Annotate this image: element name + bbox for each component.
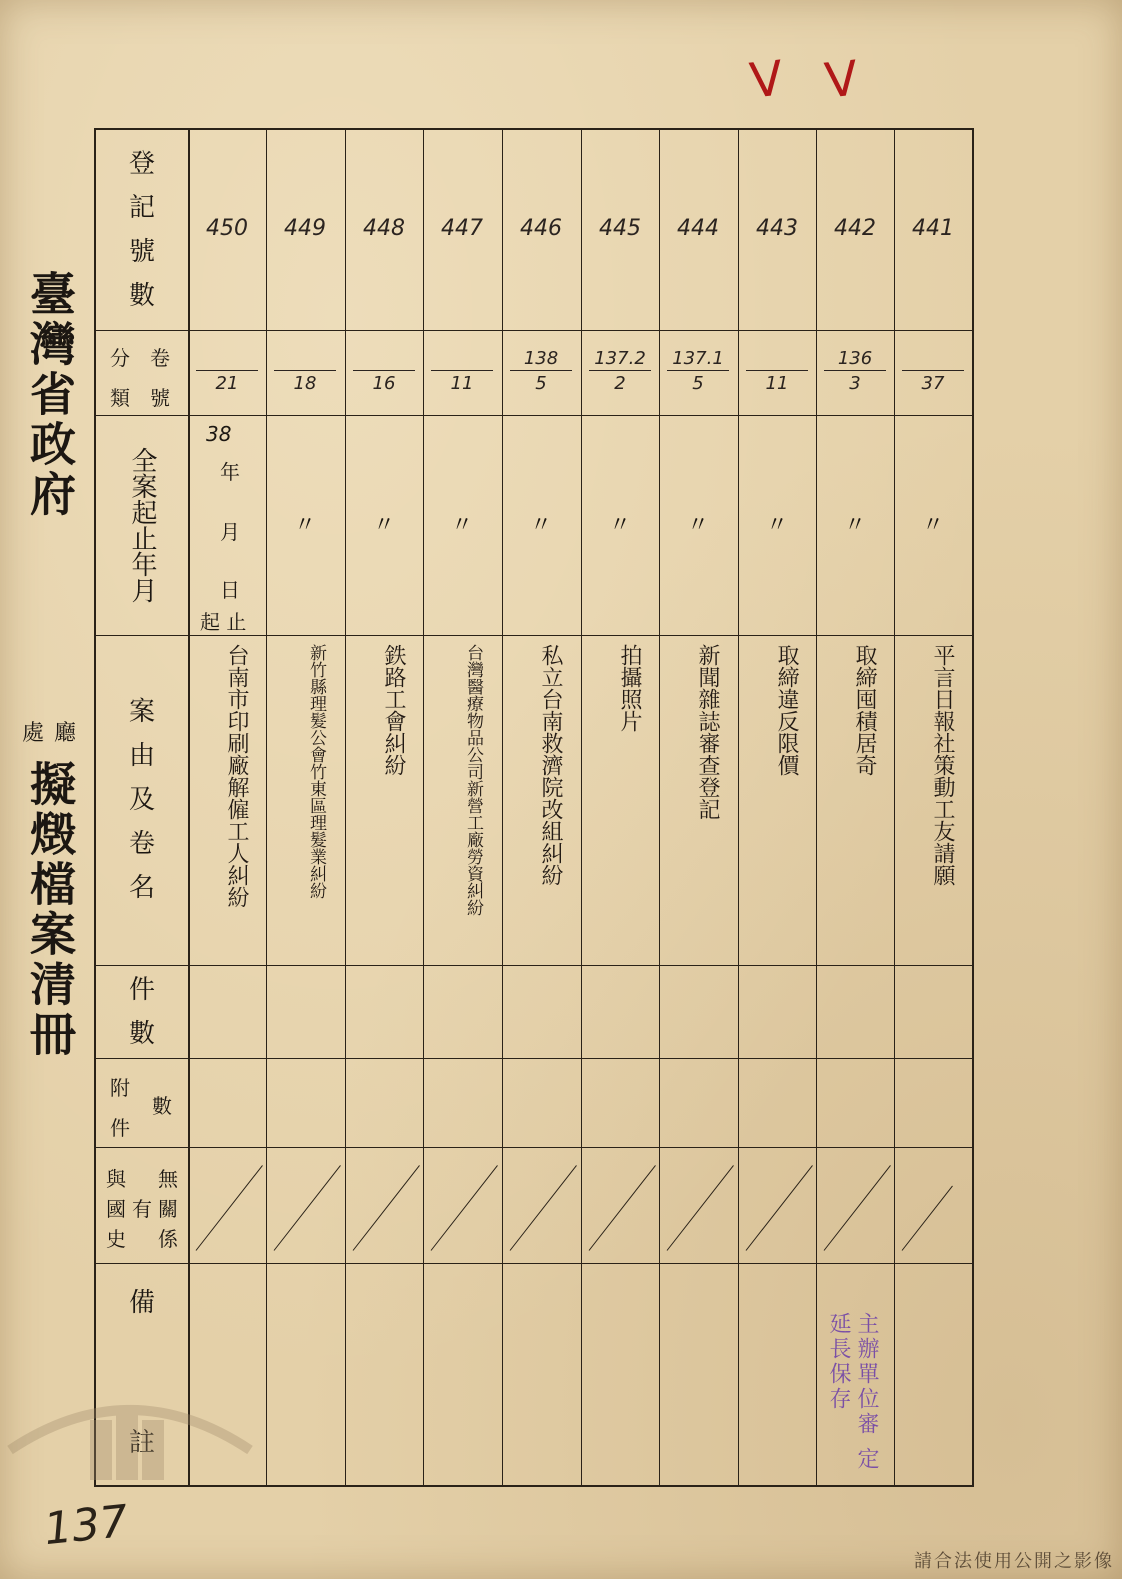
label-volume-1: 卷 — [150, 346, 170, 370]
page-number: 137 — [41, 1495, 131, 1556]
reg-number: 447 — [441, 216, 483, 241]
reg-number: 445 — [599, 216, 641, 241]
label-attach-1: 附 — [110, 1076, 130, 1100]
diagonal-stroke — [589, 1165, 656, 1251]
diagonal-stroke — [510, 1165, 577, 1251]
diagonal-stroke — [902, 1186, 953, 1251]
ditto-mark: 〃 — [372, 513, 395, 538]
case-subject: 私立台南救濟院改組糾紛 — [538, 644, 563, 886]
date-year: 年 — [220, 460, 240, 484]
label-history-b-left: 有 — [132, 1197, 152, 1221]
diagonal-stroke — [353, 1165, 420, 1251]
department-label: 處廳 — [22, 721, 87, 746]
case-subject: 拍攝照片 — [617, 644, 642, 732]
retention-stamp — [824, 1312, 880, 1472]
reg-number: 442 — [834, 216, 876, 241]
diagonal-stroke — [667, 1165, 734, 1251]
diagonal-stroke — [196, 1165, 263, 1251]
label-volume-2: 號 — [150, 386, 170, 410]
case-subject: 取締違反限價 — [774, 644, 799, 776]
case-subject: 取締囤積居奇 — [852, 644, 877, 776]
case-subject: 台南市印刷廠解僱工人糾紛 — [224, 644, 249, 908]
diagonal-stroke — [746, 1165, 813, 1251]
stamp-line-1: 主辦單位審 — [854, 1312, 879, 1437]
document-title: 臺灣省政府 — [23, 270, 77, 520]
label-attach-2: 件 — [110, 1116, 130, 1140]
usage-footer: 請合法使用公開之影像 — [914, 1551, 1114, 1572]
stamp-line-2: 定延長保存 — [826, 1312, 879, 1472]
reg-number: 449 — [284, 216, 326, 241]
label-history-c: 無 關 係 — [158, 1167, 178, 1251]
ditto-mark: 〃 — [293, 513, 316, 538]
ditto-mark: 〃 — [608, 513, 631, 538]
classification-cell: 18 — [266, 348, 344, 394]
reg-number: 443 — [756, 216, 798, 241]
label-registration-number: 登 記 號 數 — [128, 149, 155, 311]
case-subject: 鉄路工會糾紛 — [381, 644, 406, 776]
date-year-value: 38 — [206, 422, 232, 446]
classification-cell: 11 — [423, 348, 501, 394]
label-remarks-bottom: 註 — [128, 1427, 155, 1458]
label-class-1: 分 — [110, 346, 130, 370]
label-count: 件 數 — [128, 974, 155, 1049]
label-history-a: 與 國 史 — [106, 1167, 126, 1251]
reg-number: 448 — [363, 216, 405, 241]
date-month: 月 — [220, 520, 240, 544]
ditto-mark: 〃 — [529, 513, 552, 538]
date-day: 日 — [220, 578, 240, 602]
case-subject: 新竹縣理髮公會竹東區理髮業糾紛 — [306, 644, 326, 899]
case-subject: 新聞雜誌審查登記 — [695, 644, 720, 820]
label-period: 全案起止年月 — [127, 447, 157, 603]
classification-cell: 16 — [345, 348, 423, 394]
ditto-mark: 〃 — [843, 513, 866, 538]
reg-number: 444 — [677, 216, 719, 241]
diagonal-stroke — [824, 1165, 891, 1251]
review-checkmarks — [747, 50, 900, 110]
classification-cell: 138 5 — [502, 348, 580, 394]
ditto-mark: 〃 — [686, 513, 709, 538]
case-subject: 平言日報社策動工友請願 — [930, 644, 955, 886]
document-subtitle: 擬燬檔案清冊 — [23, 760, 77, 1060]
classification-cell: 137.1 5 — [659, 348, 737, 394]
diagonal-stroke — [431, 1165, 498, 1251]
classification-cell: 11 — [738, 348, 816, 394]
label-remarks-top: 備 — [128, 1287, 155, 1318]
ditto-mark: 〃 — [921, 513, 944, 538]
register-table — [94, 128, 974, 1487]
reg-number: 450 — [206, 216, 248, 241]
checkmark-1: V — [747, 50, 786, 110]
date-start-end: 起 止 — [200, 610, 247, 634]
archive-watermark — [0, 1380, 260, 1500]
label-subject: 案 由 及 卷 名 — [128, 697, 155, 903]
classification-cell: 136 3 — [816, 348, 894, 394]
classification-cell: 21 — [188, 348, 266, 394]
classification-cell: 37 — [894, 348, 972, 394]
classification-cell: 137.2 2 — [581, 348, 659, 394]
reg-number: 441 — [912, 216, 954, 241]
reg-number: 446 — [520, 216, 562, 241]
case-subject: 台灣醫療物品公司新營工廠勞資糾紛 — [463, 644, 483, 916]
diagonal-stroke — [274, 1165, 341, 1251]
ditto-mark: 〃 — [765, 513, 788, 538]
ditto-mark: 〃 — [450, 513, 473, 538]
label-class-2: 類 — [110, 386, 130, 410]
label-attach-count: 數 — [152, 1094, 172, 1118]
checkmark-2: V — [822, 50, 861, 110]
